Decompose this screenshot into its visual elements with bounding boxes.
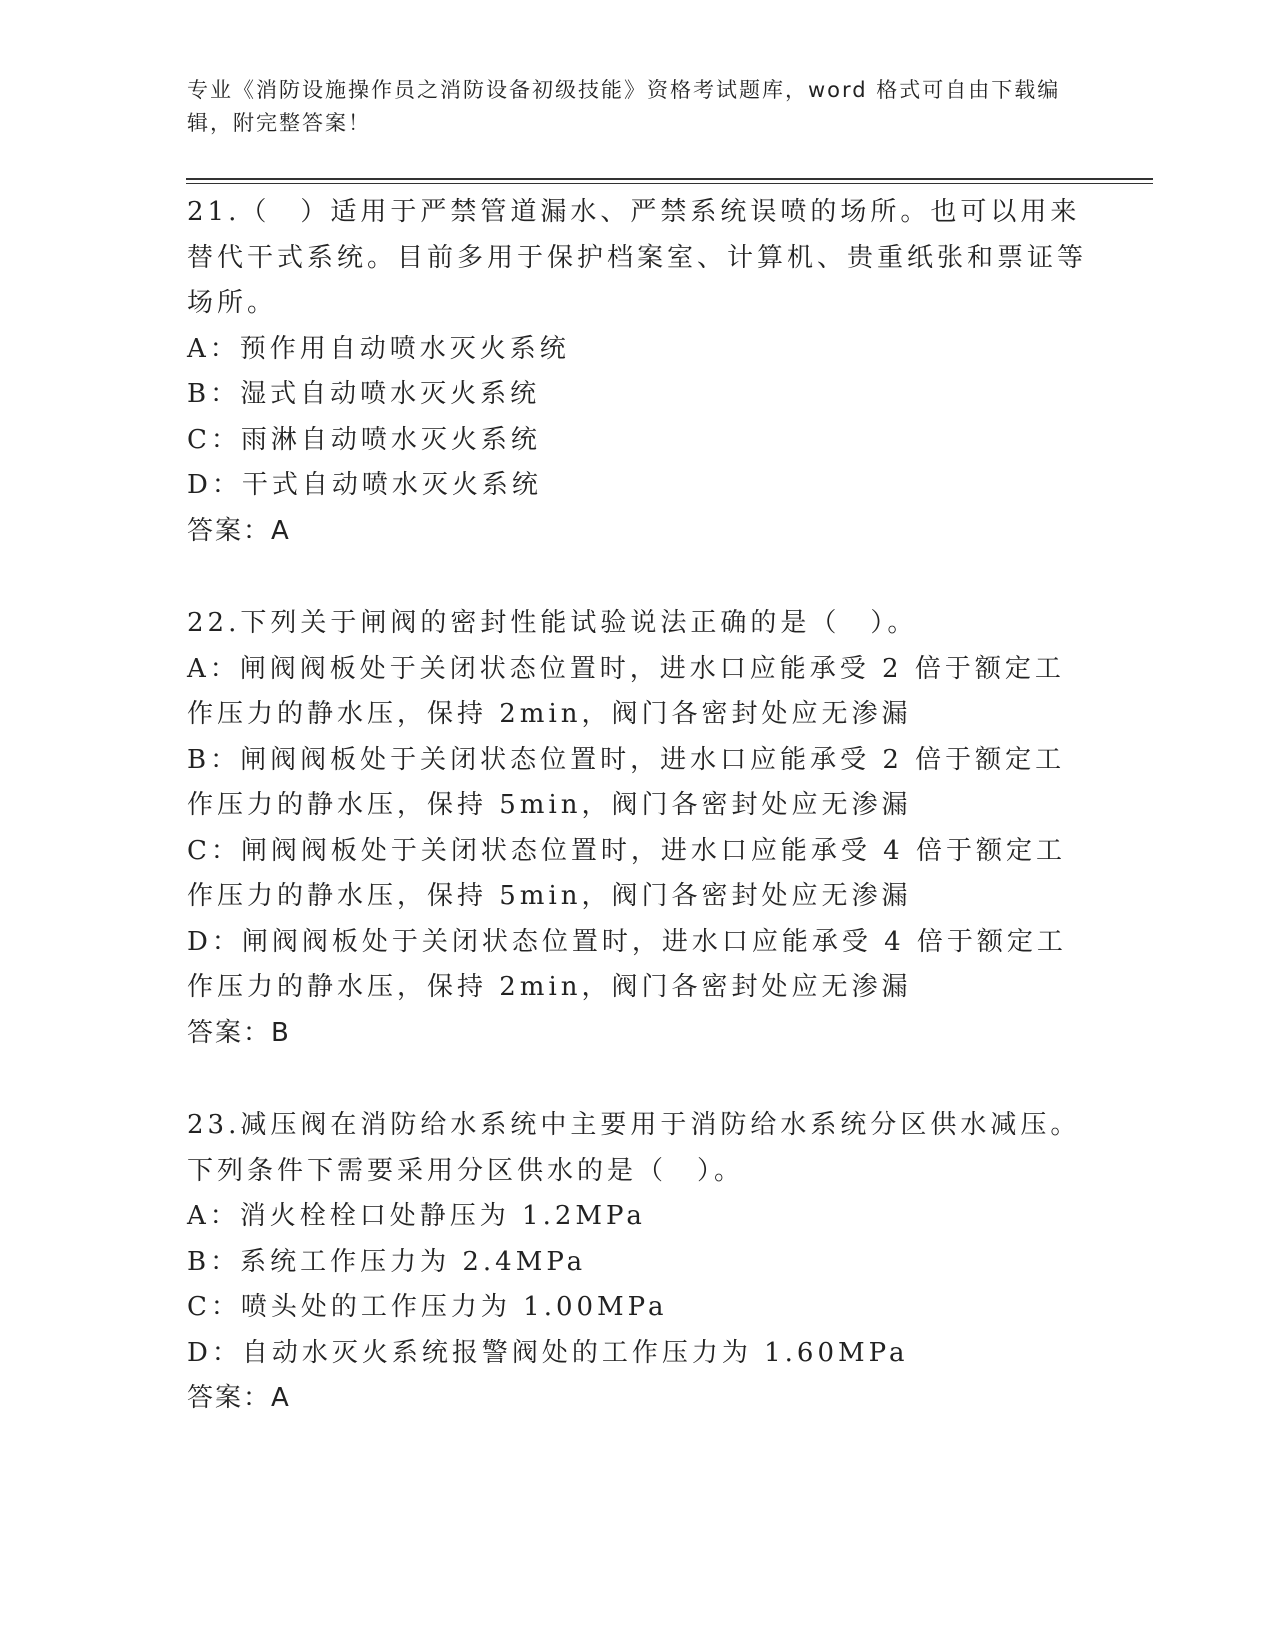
option-a: A：预作用自动喷水灭火系统	[187, 333, 570, 364]
option-c: C：喷头处的工作压力为 1.00MPa	[187, 1292, 668, 1322]
document-header: 专业《消防设施操作员之消防设备初级技能》资格考试题库，word 格式可自由下载编辑，附完整答案！	[187, 78, 1061, 135]
option-d: D：闸阀阀板处于关闭状态位置时，进水口应能承受 4 倍于额定工作压力的静水压，保持 2min，阀门各密封处应无渗漏	[187, 926, 1067, 1002]
option-d: D：干式自动喷水灭火系统	[187, 470, 542, 500]
answer-line: 答案：A	[187, 515, 291, 546]
question-23	[187, 1103, 1087, 1422]
question-spacer	[187, 1056, 1087, 1103]
question-21	[187, 190, 1087, 554]
option-b: B：湿式自动喷水灭火系统	[187, 379, 541, 409]
option-c: C：闸阀阀板处于关闭状态位置时，进水口应能承受 4 倍于额定工作压力的静水压，保持 5min，阀门各密封处应无渗漏	[187, 835, 1066, 911]
question-list	[187, 190, 1087, 1422]
option-a: A：消火栓栓口处静压为 1.2MPa	[187, 1201, 646, 1231]
option-c: C：雨淋自动喷水灭火系统	[187, 424, 541, 455]
question-spacer	[187, 554, 1087, 601]
header-divider-thin	[186, 183, 1153, 184]
option-d: D：自动水灭火系统报警阀处的工作压力为 1.60MPa	[187, 1337, 909, 1368]
header-divider-thick	[186, 178, 1153, 180]
question-stem: 21.（ ）适用于严禁管道漏水、严禁系统误喷的场所。也可以用来替代干式系统。目前多用于保护档案室、计算机、贵重纸张和票证等场所。	[187, 197, 1088, 318]
option-a: A：闸阀阀板处于关闭状态位置时，进水口应能承受 2 倍于额定工作压力的静水压，保持 2min，阀门各密封处应无渗漏	[187, 653, 1065, 729]
answer-line: 答案：A	[187, 1383, 291, 1413]
question-22	[187, 601, 1087, 1056]
option-b: B：系统工作压力为 2.4MPa	[187, 1246, 587, 1277]
answer-line: 答案：B	[187, 1017, 291, 1048]
question-stem: 23.减压阀在消防给水系统中主要用于消防给水系统分区供水减压。下列条件下需要采用分区供水的是（ ）。	[187, 1110, 1081, 1186]
option-b: B：闸阀阀板处于关闭状态位置时，进水口应能承受 2 倍于额定工作压力的静水压，保持 5min，阀门各密封处应无渗漏	[187, 744, 1066, 820]
question-stem: 22.下列关于闸阀的密封性能试验说法正确的是（ ）。	[187, 608, 918, 638]
